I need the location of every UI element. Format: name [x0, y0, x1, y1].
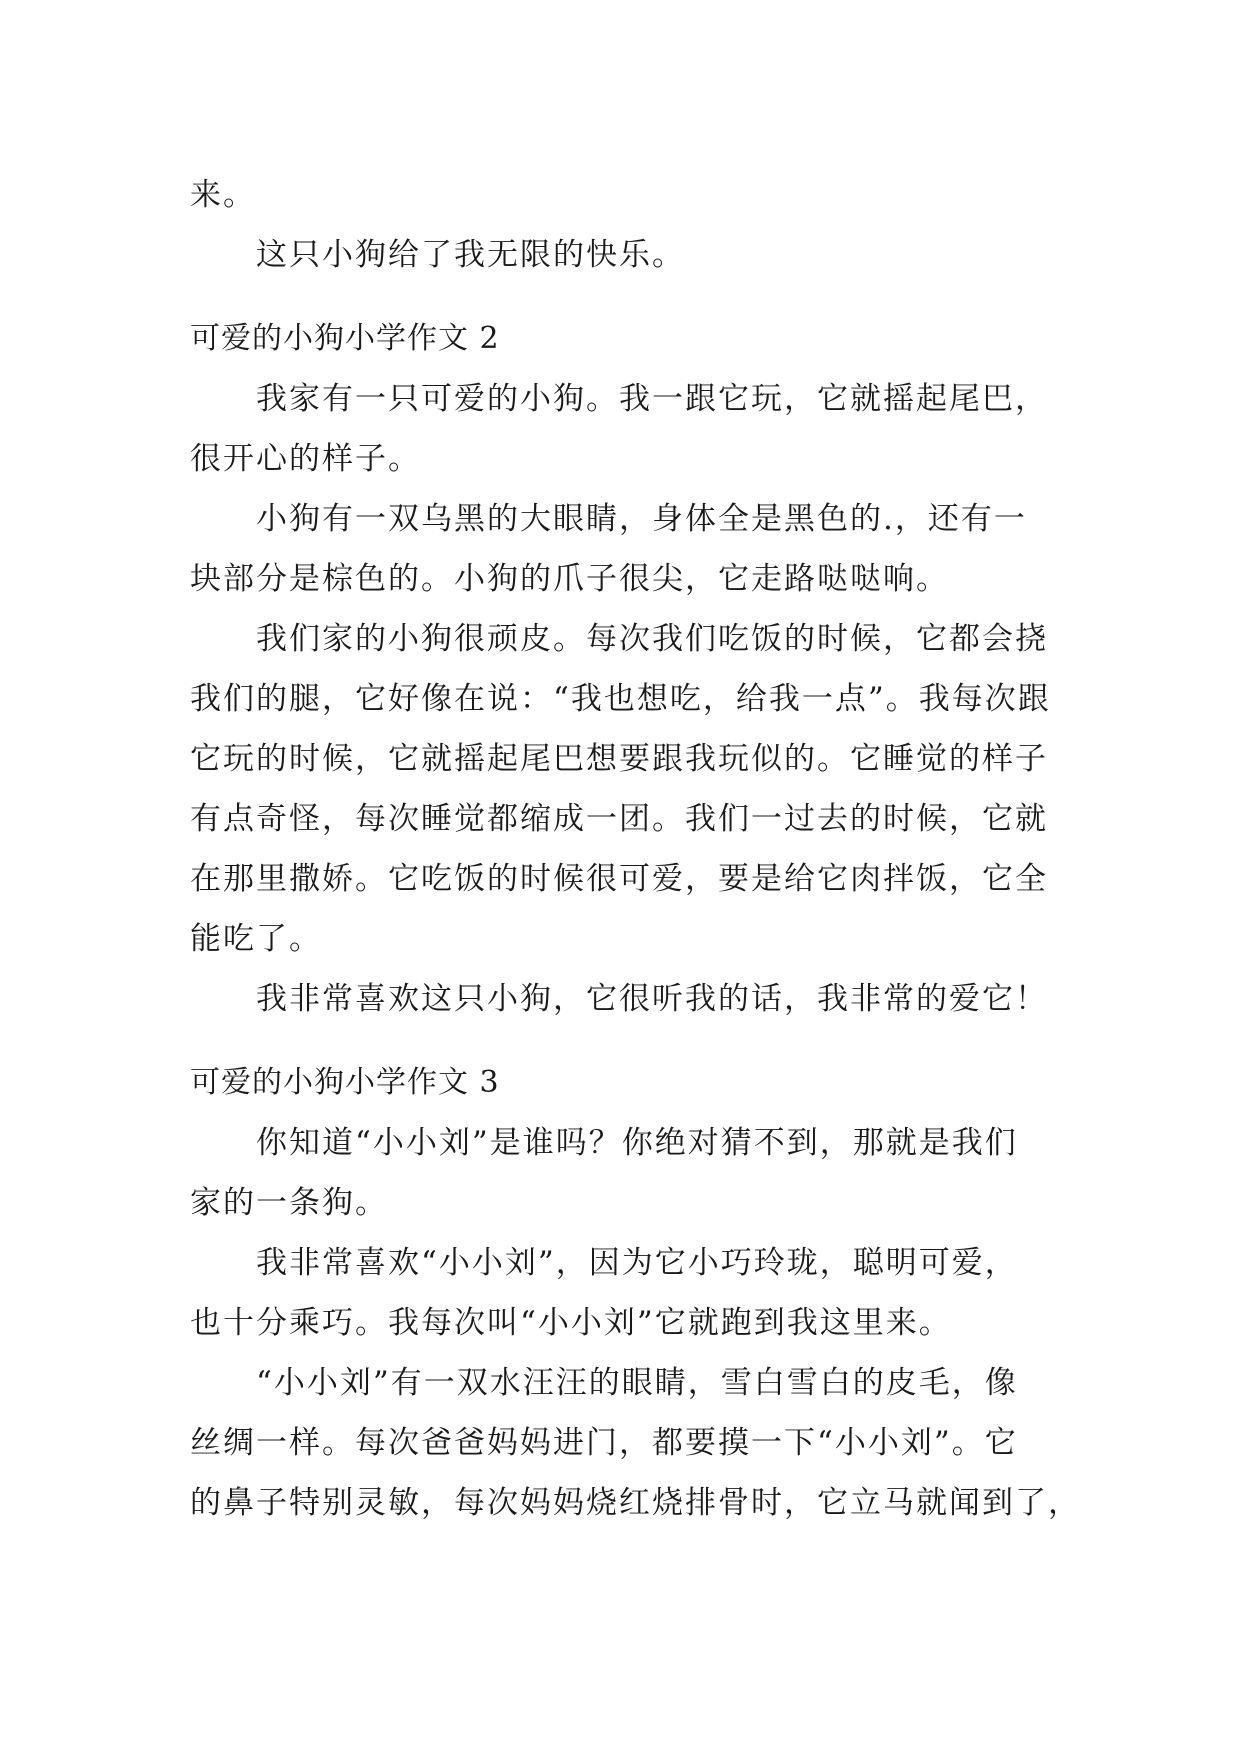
paragraph-line: 也十分乘巧。我每次叫“小小刘”它就跑到我这里来。 [190, 1305, 952, 1341]
paragraph-line: 我非常喜欢这只小狗，它很听我的话，我非常的爱它！ [256, 981, 1048, 1017]
section-title: 可爱的小狗小学作文 2 [190, 321, 500, 356]
paragraph-line: 的鼻子特别灵敏，每次妈妈烧红烧排骨时，它立马就闻到了， [190, 1485, 1081, 1521]
section-title: 可爱的小狗小学作文 3 [190, 1065, 500, 1100]
paragraph-line: 能吃了。 [190, 921, 322, 957]
paragraph-line: 我们的腿，它好像在说：“我也想吃，给我一点”。我每次跟 [190, 681, 1051, 717]
paragraph-line: 我们家的小狗很顽皮。每次我们吃饭的时候，它都会挠 [256, 621, 1048, 657]
paragraph-line: 来。 [190, 177, 256, 213]
paragraph-line: 小狗有一双乌黑的大眼睛，身体全是黑色的.，还有一 [256, 501, 1027, 537]
paragraph-line: 它玩的时候，它就摇起尾巴想要跟我玩似的。它睡觉的样子 [190, 741, 1048, 777]
paragraph-line: 这只小狗给了我无限的快乐。 [256, 237, 685, 273]
paragraph-line: 你知道“小小刘”是谁吗？你绝对猜不到，那就是我们 [256, 1125, 1018, 1161]
document-page [190, 165, 1081, 1533]
section-gap [190, 285, 1050, 309]
paragraph-line: 家的一条狗。 [190, 1185, 388, 1221]
paragraph-line: 在那里撒娇。它吃饭的时候很可爱，要是给它肉拌饭，它全 [190, 861, 1048, 897]
paragraph-line: 丝绸一样。每次爸爸妈妈进门，都要摸一下“小小刘”。它 [190, 1425, 1018, 1461]
paragraph-line: “小小刘”有一双水汪汪的眼睛，雪白雪白的皮毛，像 [256, 1365, 1018, 1401]
paragraph-line: 块部分是棕色的。小狗的爪子很尖，它走路哒哒响。 [190, 561, 949, 597]
section-gap [190, 1029, 1050, 1053]
paragraph-line: 我家有一只可爱的小狗。我一跟它玩，它就摇起尾巴， [256, 381, 1048, 417]
paragraph-line: 有点奇怪，每次睡觉都缩成一团。我们一过去的时候，它就 [190, 801, 1048, 837]
paragraph-line: 我非常喜欢“小小刘”，因为它小巧玲珑，聪明可爱， [256, 1245, 1018, 1281]
paragraph-line: 很开心的样子。 [190, 441, 421, 477]
